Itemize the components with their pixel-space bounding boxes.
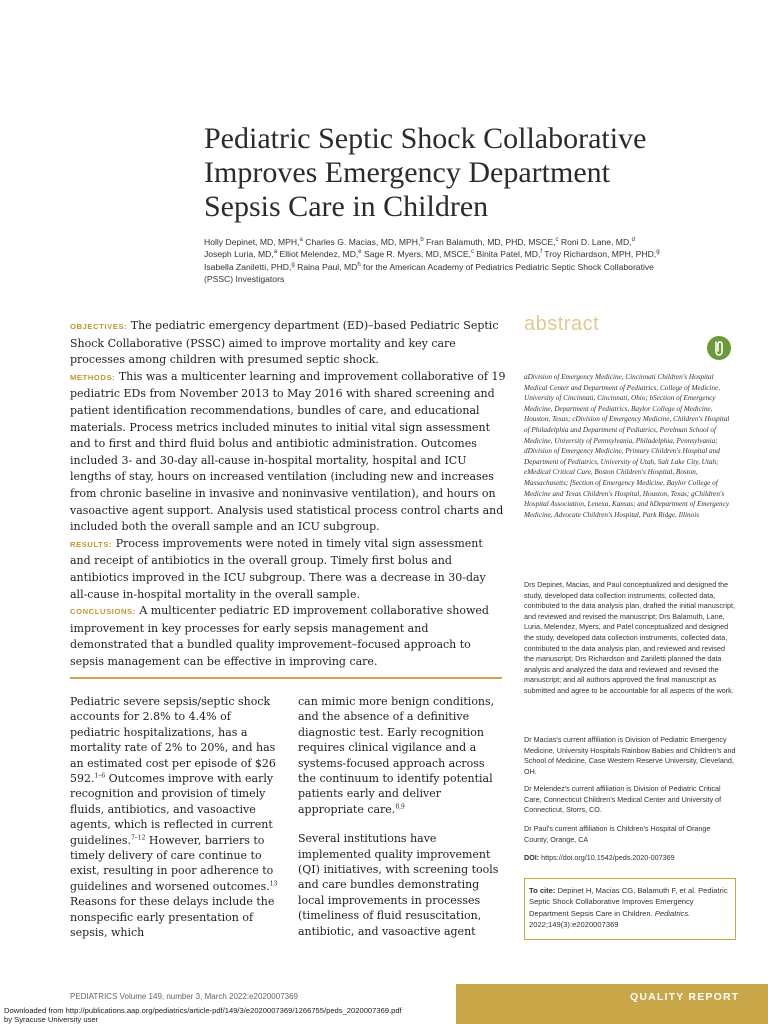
author-line: Isabella Zaniletti, PHD,$^g$ Raina Paul, $MD^h$ for the American Academy of Pediatrics Pediatric Septic Shock Collaborative	[204, 261, 654, 272]
reference[interactable]: 1–6	[94, 772, 106, 780]
abstract-body	[70, 318, 506, 670]
download-notice	[4, 1006, 402, 1024]
methods-text: This was a multicenter learning and improvement collaborative of 19 pediatric EDs from November 2013 to May 2016 with shared screening and patient identification recommendations, bundles of care, and educational materials. Process metrics included minutes to initial vital sign assessment and to first and third fluid bolus and antibiotic administration. Outcomes included 3- and 30-day all-cause in-hospital mortality, hospital and ICU lengths of stay, hours on increased ventilation (including new and increases from chronic baseline in invasive and noninvasive ventilation), and hours on vasoactive agent support. Analysis used statistical process control charts and included both the overall sample and an ICU subgroup.	[70, 369, 506, 534]
reference[interactable]: 7–12	[130, 834, 146, 841]
reference[interactable]: 8,9	[395, 803, 405, 811]
note-macias: Dr Macias's current affiliation is Division of Pediatric Emergency Medicine, University Hospitals Rainbow Babies and Children's and School of Medicine, Case Western Reserve University, Cleveland, OH.	[524, 735, 736, 776]
note-melendez: Dr Melendez's current affiliation is Division of Pediatric Critical Care, Connecticut Children's Medical Center and University of Connecticut, Storrs, CO.	[524, 784, 722, 815]
author-list	[204, 236, 734, 286]
title-line: Sepsis Care in Children	[204, 190, 489, 223]
conclusions-text: A multicenter pediatric ED improvement collaborative showed improvement in key processes for early sepsis management and demonstrated that a bundled quality improvement–focused approach to sepsis management can be effective in improving care.	[70, 604, 489, 668]
note-paul: Dr Paul's current affiliation is Children's Hospital of Orange County, Orange, CA	[524, 824, 711, 844]
affiliations: aDivision of Emergency Medicine, Cincinnati Children's Hospital Medical Center and Department of Pediatrics, College of Medicine, University of Cincinnati, Cincinnati, Ohio; bSection of Emergency Medicine, Department of Pediatrics, Baylor College of Medicine, Houston, Texas; cDivision of Emergency Medicine, Children's Hospital of Philadelphia and Department of Pediatrics, Perelman School of Medicine, University of Pennsylvania, Philadelphia, Pennsylvania; dDivision of Emergency Medicine, Primary Children's Hospital and Department of Pediatrics, University of Utah, Salt Lake City, Utah; eMedical Critical Care, Boston Children's Hospital, Boston, Massachusetts; fSection of Emergency Medicine, Baylor College of Medicine and Texas Children's Hospital, Houston, Texas; gChildren's Hospital Association, Lenexa, Kansas; and hDepartment of Emergency Medicine, Advocate Children's Hospital, Park Ridge, Illinois	[524, 373, 730, 519]
open-access-icon	[707, 336, 731, 360]
body-paragraph: can mimic more benign conditions, and the absence of a definitive diagnostic test. Early recognition requires clinical vigilance and a systems-focused approach across the continuum to identify potential patients early and deliver appropriate care.$^{8,9}$	[298, 695, 495, 816]
cite-text: Depinet H, Macias CG, Balamuth F, et al. Pediatric Septic Shock Collaborative Improves Emergency Department Sepsis Care in Children.	[529, 886, 728, 918]
section-divider	[70, 677, 502, 679]
download-url: Downloaded from http://publications.aap.org/pediatrics/article-pdf/149/3/e2020007369/1266755/peds_2020007369.pdf	[4, 1006, 402, 1015]
abstract-results	[70, 536, 506, 603]
cite-journal: Pediatrics.	[654, 908, 691, 918]
results-label: RESULTS:	[70, 539, 113, 549]
objectives-text: The pediatric emergency department (ED)–based Pediatric Septic Shock Collaborative (PSSC) aimed to improve mortality and key care processes among children with presumed septic shock.	[70, 319, 499, 367]
author-line: Holly Depinet, MD, MPH,$^a$ Charles G. Macias, MD, MPH,$^b$ Fran Balamuth, MD, PHD, MSCE,$^c$ Roni D. Lane, MD,$^d$	[204, 237, 635, 247]
section-banner	[456, 984, 768, 1024]
title-line: Pediatric Septic Shock Collaborative	[204, 122, 647, 155]
abstract-heading: abstract	[524, 313, 600, 335]
body-column-2	[298, 694, 506, 939]
journal-footer: PEDIATRICS Volume 149, number 3, March 2022:e2020007369	[70, 992, 298, 1001]
section-label: QUALITY REPORT	[630, 991, 740, 1003]
objectives-label: OBJECTIVES:	[70, 322, 128, 331]
doi	[524, 853, 736, 864]
abstract-conclusions	[70, 603, 506, 670]
methods-label: METHODS:	[70, 372, 116, 382]
author-contributions: Drs Depinet, Macias, and Paul conceptualized and designed the study, developed data collection instruments, collected data, contributed to the data analysis plan, drafted the initial manuscript, and reviewed and revised the manuscript; Drs Balamuth, Lane, Luria, Melendez, Myers, and Patel conceptualized and designed the study, developed data collection instruments, collected data, contributed to the data analysis plan, and reviewed and revised the manuscript; Drs Richardson and Zaniletti planned the data analysis and analyzed the data and reviewed and revised the manuscript; and all authors approved the final manuscript as submitted and agree to be accountable for all aspects of the work.	[524, 580, 735, 695]
body-paragraph: Several institutions have implemented quality improvement (QI) initiatives, with screening tools and care bundles demonstrating local improvements in processes (timeliness of fluid resuscitation, antibiotic, and vasoactive agent	[298, 832, 499, 938]
author-line: Joseph Luria, MD,$^a$ Elliot Melendez, MD,$^e$ Sage R. Myers, MD, MSCE,$^c$ Binita Patel, MD,$^f$ Troy Richardson, MPH, PHD,$^g$	[204, 249, 660, 260]
citation-box	[524, 878, 736, 940]
cite-label: To cite:	[529, 886, 556, 895]
abstract-objectives	[70, 318, 506, 369]
body-paragraph: Pediatric severe sepsis/septic shock accounts for 2.8% to 4.4% of pediatric hospitalizations, has a mortality rate of 2% to 20%, and has an estimated cost per episode of $26 592.$^{1-6}$ Outcomes improve with early recognition and provision of timely fluids, antibiotics, and vasoactive agents, which is reflected in current guidelines.$^{7-12}$ However, barriers to timely delivery of care continue to exist, resulting in poor adherence to guidelines and worsened outcomes.$^{13}$ Reasons for these delays include the nonspecific early presentation of sepsis, which	[70, 695, 278, 940]
body-column-1	[70, 694, 280, 941]
abstract-methods	[70, 369, 506, 536]
doi-link[interactable]: https://doi.org/10.1542/peds.2020-007369	[541, 853, 675, 862]
reference[interactable]: 13	[269, 880, 278, 888]
article-title	[204, 122, 744, 224]
author-line: (PSSC) Investigators	[204, 274, 285, 285]
doi-label: DOI:	[524, 853, 540, 862]
results-text: Process improvements were noted in timely vital sign assessment and receipt of antibiotics in the overall group. Timely first bolus and antibiotics improved in the ICU subgroup. There was a decrease in 30-day all-cause in-hospital mortality in the overall sample.	[70, 536, 486, 601]
title-line: Improves Emergency Department	[204, 156, 610, 189]
download-user: by Syracuse University user	[4, 1015, 99, 1024]
conclusions-label: CONCLUSIONS:	[70, 607, 136, 617]
cite-volume: 2022;149(3):e2020007369	[529, 920, 619, 930]
